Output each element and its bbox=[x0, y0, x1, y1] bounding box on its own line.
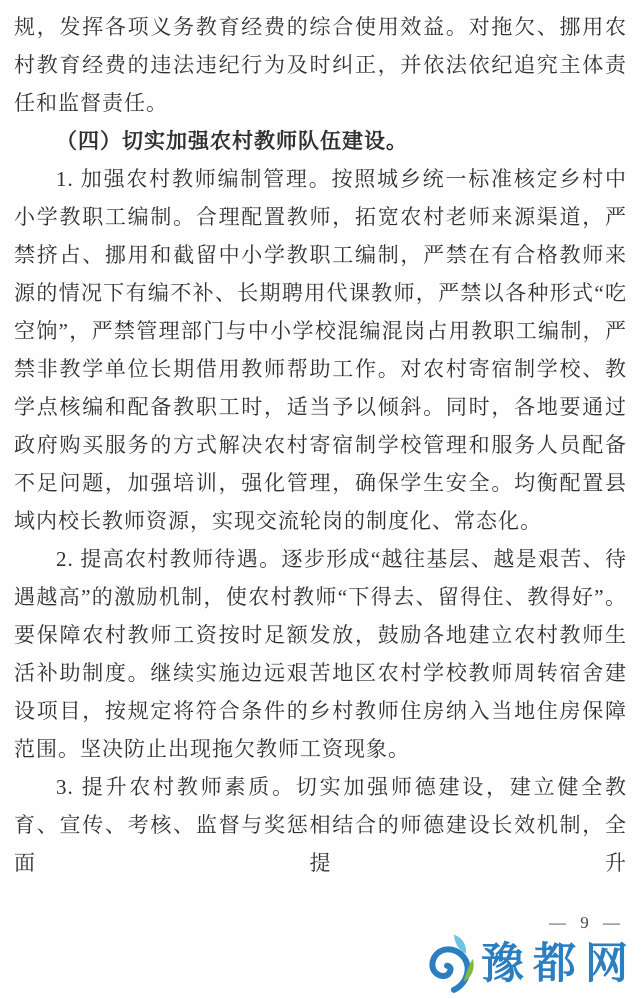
page-number: — 9 — bbox=[549, 913, 625, 932]
watermark-logo-text: 豫都网 bbox=[481, 939, 637, 988]
spiral-logo-icon bbox=[416, 933, 478, 995]
watermark-logo bbox=[416, 933, 637, 995]
document-body bbox=[14, 8, 627, 882]
paragraph-item-3: 3. 提升农村教师素质。切实加强师德建设，建立健全教育、宣传、考核、监督与奖惩相结合的师德建设长效机制，全面提升 bbox=[14, 775, 627, 875]
paragraph-continuation: 规，发挥各项义务教育经费的综合使用效益。对拖欠、挪用农村教育经费的违法违纪行为及时纠正，并依法依纪追究主体责任和监督责任。 bbox=[14, 15, 627, 115]
paragraph-item-1: 1. 加强农村教师编制管理。按照城乡统一标准核定乡村中小学教职工编制。合理配置教师，拓宽农村老师来源渠道，严禁挤占、挪用和截留中小学教职工编制，严禁在有合格教师来源的情况下有编不补、长期聘用代课教师，严禁以各种形式“吃空饷”，严禁管理部门与中小学校混编混岗占用教职工编制，严禁非教学单位长期借用教师帮助工作。对农村寄宿制学校、教学点核编和配备教职工时，适当予以倾斜。同时，各地要通过政府购买服务的方式解决农村寄宿制学校管理和服务人员配备不足问题，加强培训，强化管理，确保学生安全。均衡配置县域内校长教师资源，实现交流轮岗的制度化、常态化。 bbox=[14, 167, 627, 533]
paragraph-item-2: 2. 提高农村教师待遇。逐步形成“越往基层、越是艰苦、待遇越高”的激励机制，使农村教师“下得去、留得住、教得好”。要保障农村教师工资按时足额发放，鼓励各地建立农村教师生活补助制度。继续实施边远艰苦地区农村学校教师周转宿舍建设项目，按规定将符合条件的乡村教师住房纳入当地住房保障范围。坚决防止出现拖欠教师工资现象。 bbox=[14, 547, 627, 761]
section-heading: （四）切实加强农村教师队伍建设。 bbox=[56, 129, 408, 153]
